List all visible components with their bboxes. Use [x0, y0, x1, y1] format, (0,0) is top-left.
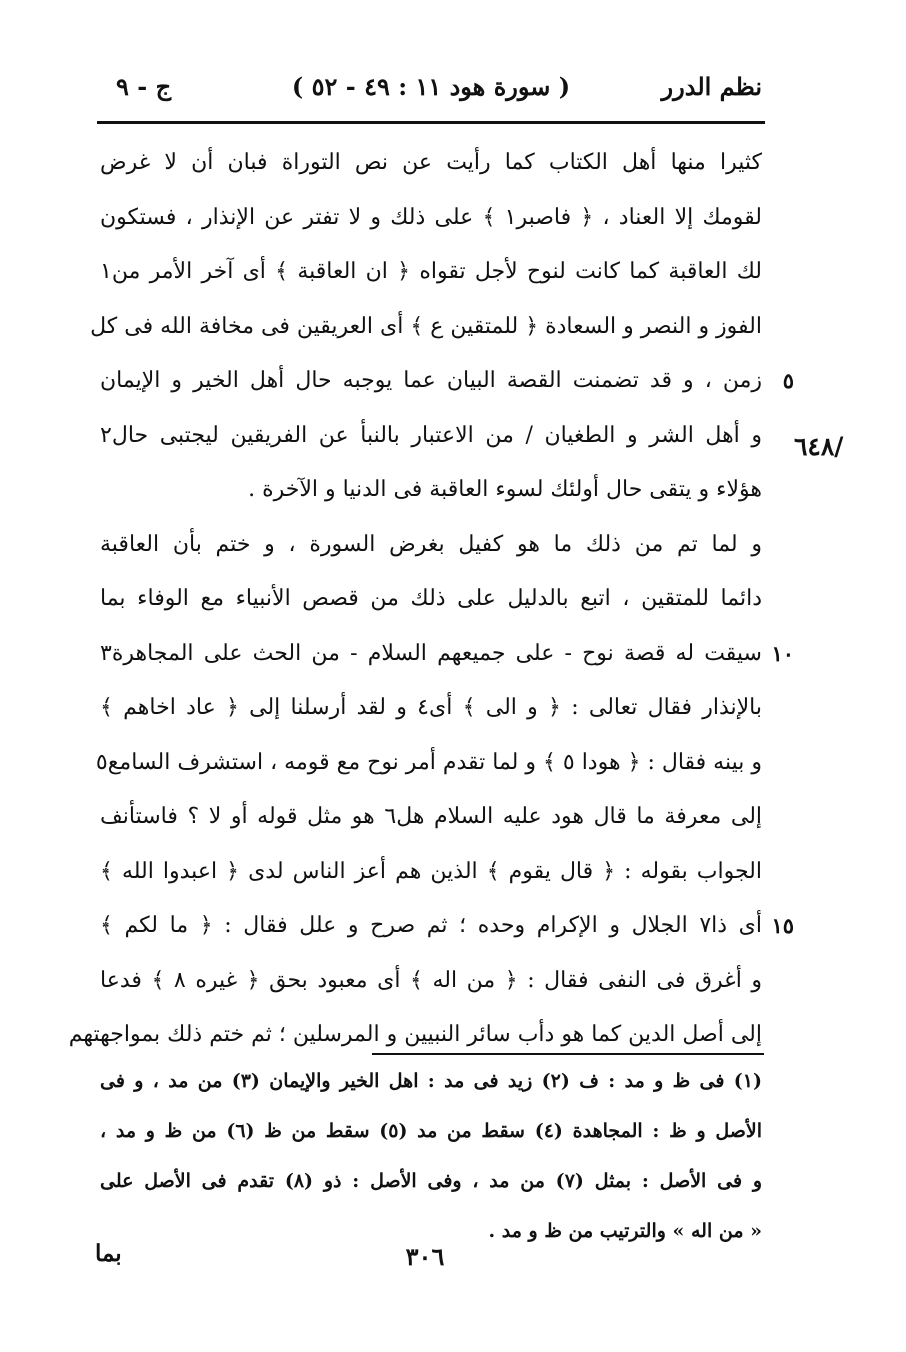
surah-reference: ( سورة هود ١١ : ٤٩ - ٥٢ ) [291, 72, 571, 101]
running-header [100, 66, 762, 112]
footnote-line: الأصل و ظ : المجاهدة (٤) سقط من مد (٥) سقط من ظ (٦) من ظ و مد ، [100, 1120, 763, 1142]
line-text: الفوز و النصر و السعادة ﴿ للمتقين ع ﴾ أى العريقين فى مخافة الله فى كل [90, 313, 762, 339]
line-text: و بينه فقال : ﴿ هودا ٥ ﴾ و لما تقدم أمر نوح مع قومه ، استشرف السامع٥ [95, 749, 762, 775]
text-line [100, 413, 762, 468]
volume-label: ج - ٩ [116, 72, 172, 101]
line-text: إلى أصل الدين كما هو دأب سائر النبيين و المرسلين ؛ ثم ختم ذلك بمواجهتهم [68, 1022, 762, 1047]
line-text: دائما للمتقين ، اتبع بالدليل على ذلك من قصص الأنبياء مع الوفاء بما [100, 586, 762, 611]
text-line [100, 467, 762, 522]
line-text: لقومك إلا العناد ، ﴿ فاصبر١ ﴾ على ذلك و لا تفتر عن الإنذار ، فستكون [100, 204, 762, 230]
page-number: ٣٠٦ [405, 1242, 445, 1271]
line-text: هؤلاء و يتقى حال أولئك لسوء العاقبة فى الدنيا و الآخرة . [248, 477, 762, 502]
line-text: الجواب بقوله : ﴿ قال يقوم ﴾ الذين هم أعز الناس لدى ﴿ اعبدوا الله ﴾ [100, 858, 762, 884]
line-text: إلى معرفة ما قال هود عليه السلام هل٦ هو مثل قوله أو لا ؟ فاستأنف [100, 804, 763, 829]
text-line [100, 358, 794, 413]
line-text: و لما تم من ذلك ما هو كفيل بغرض السورة ، و ختم بأن العاقبة [100, 531, 762, 557]
text-line [95, 740, 762, 795]
footnotes [100, 1058, 762, 1258]
line-text: أى ذا٧ الجلال و الإكرام وحده ؛ ثم صرح و علل فقال : ﴿ ما لكم ﴾ [100, 913, 762, 938]
line-text: و أغرق فى النفى فقال : ﴿ من اله ﴾ أى معبود بحق ﴿ غيره ٨ ﴾ فدعا [100, 967, 762, 993]
line-number: ٥ [782, 368, 794, 393]
footnote-line: و فى الأصل : بمثل (٧) من مد ، وفى الأصل : ذو (٨) تقدم فى الأصل على [100, 1170, 763, 1192]
text-line [100, 195, 762, 250]
footnote-rule [372, 1053, 764, 1055]
text-line [100, 794, 762, 849]
line-number: ١٥ [771, 913, 794, 938]
catchword: بما [95, 1240, 122, 1267]
footnote-line: (١) فى ظ و مد : ف (٢) زيد فى مد : اهل الخير والإيمان (٣) من مد ، و فى [100, 1070, 762, 1092]
line-text: كثيرا منها أهل الكتاب كما رأيت عن نص التوراة فبان أن لا غرض [100, 150, 762, 175]
book-title: نظم الدرر [661, 72, 762, 101]
text-line [100, 958, 762, 1013]
line-text: لك العاقبة كما كانت لنوح لأجل تقواه ﴿ ان العاقبة ﴾ أى آخر الأمر من١ [100, 259, 762, 284]
text-line [90, 304, 762, 359]
footnote-line: « من اله » والترتيب من ظ و مد . [488, 1220, 762, 1242]
line-number: ١٠ [771, 640, 794, 666]
text-line [100, 849, 762, 904]
text-line [100, 249, 762, 304]
text-line [100, 522, 762, 577]
text-line [100, 576, 762, 631]
line-text: و أهل الشر و الطغيان / من الاعتبار بالنبأ عن الفريقين ليجتبى حال٢ [100, 422, 762, 448]
text-line [100, 903, 794, 958]
margin-page-reference: ٦٤٨/ [794, 432, 844, 461]
text-line [100, 685, 762, 740]
text-line [100, 631, 794, 686]
header-rule [97, 121, 765, 124]
line-text: زمن ، و قد تضمنت القصة البيان عما يوجبه حال أهل الخير و الإيمان [100, 368, 762, 393]
text-line [100, 140, 762, 195]
main-text [68, 140, 794, 1067]
line-text: سيقت له قصة نوح - على جميعهم السلام - من الحث على المجاهرة٣ [100, 640, 762, 666]
line-text: بالإنذار فقال تعالى : ﴿ و الى ﴾ أى٤ و لقد أرسلنا إلى ﴿ عاد اخاهم ﴾ [100, 695, 763, 720]
